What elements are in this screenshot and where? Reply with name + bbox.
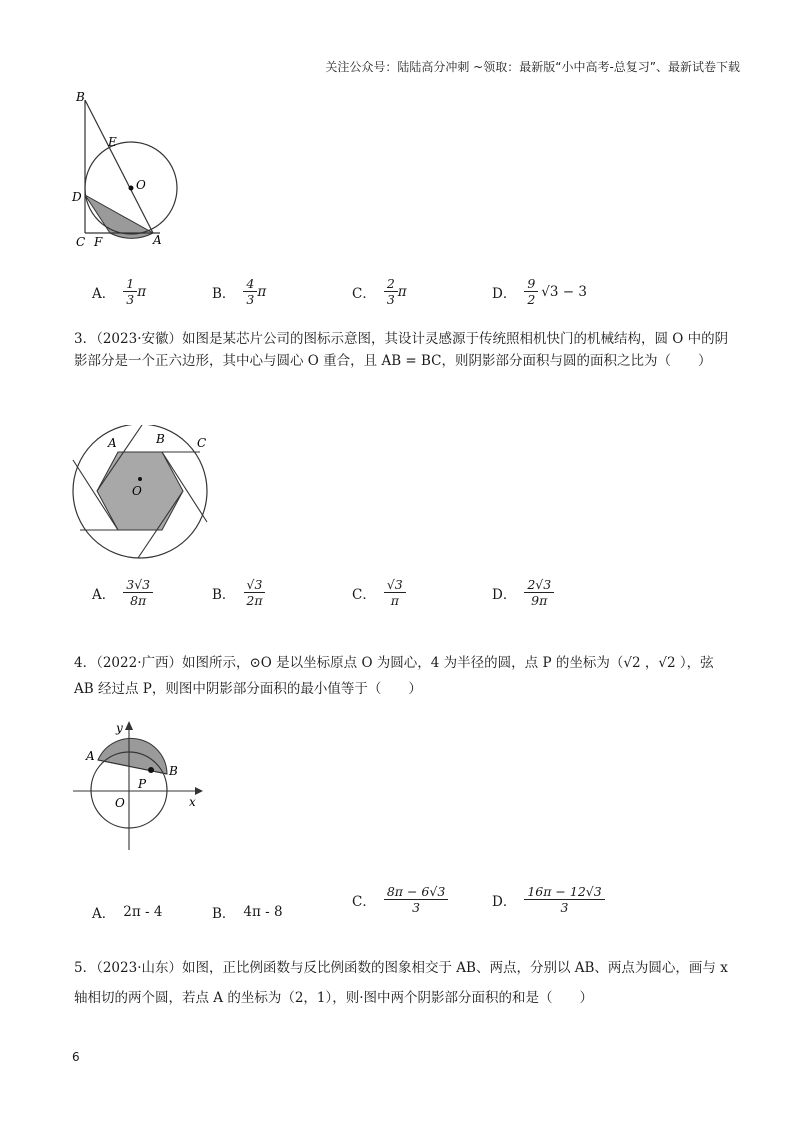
q4-figure [70,718,210,858]
q5-question-text: 5．（2023·山东）如图，正比例函数与反比例函数的图象相交于 AB、两点，分别以 AB、两点为圆心，画与 x 轴相切的两个圆，若点 A 的坐标为（2，1），则·图中两个阴影部分面积的和是（ ） [74,960,728,1006]
q3-label-b: B [156,432,165,446]
q2-label-a: A [153,233,162,247]
q4-option-b[interactable]: B． 4π - 8 [212,904,283,922]
q3-label-o: O [132,484,142,498]
q4-point-p [148,767,154,773]
q4-label-o: O [115,796,125,810]
q3-option-c[interactable]: C． $\frac{√3}{\pi}$ [352,577,406,608]
q3-option-a[interactable]: A． $\frac{3√3}{8\pi}$ [92,577,153,608]
q2-label-o: O [136,178,146,192]
q4-y-arrow [125,721,133,730]
q4-label-y: y [116,721,123,735]
q3-center-dot [138,477,142,481]
q2-label-c: C [76,235,86,249]
q2-label-b: B [76,90,85,104]
q2-option-d[interactable]: D． $\frac{9}{2}$ √3 − 3 [492,276,587,307]
q2-label-d: D [72,190,82,204]
page-number: 6 [72,1050,80,1064]
q4-x-arrow [195,787,203,795]
q3-question-text: 3．（2023·安徽）如图是某芯片公司的图标示意图，其设计灵感源于传统照相机快门的机械结构，圆 O 中的阴影部分是一个正六边形，其中心与圆心 O 重合，且 AB = BC，则阴影部分面积与圆的面积之比为（ ） [74,331,729,369]
q4-option-d[interactable]: D． $\frac{16\pi - 12√3}{3}$ [492,884,605,915]
page-header: 关注公众号：陆陆高分冲刺 ~领取：最新版“小中高考-总复习”、最新试卷下载 [325,60,740,74]
q2-figure [70,88,190,253]
q2-center-dot [129,186,134,191]
q2-label-e: E [108,135,117,149]
q3-figure [70,425,220,560]
q3-label-c: C [197,436,207,450]
q3-option-b[interactable]: B． $\frac{√3}{2\pi}$ [212,577,266,608]
q2-line-ba [85,100,153,233]
q3-option-d[interactable]: D． $\frac{2√3}{9\pi}$ [492,577,554,608]
q2-option-a[interactable]: A． $\frac{1}{3}$ π [92,276,147,307]
q4-label-p: P [138,777,147,791]
q2-option-b[interactable]: B． $\frac{4}{3}$ π [212,276,267,307]
q2-option-c[interactable]: C． $\frac{2}{3}$ π [352,276,407,307]
q2-label-f: F [94,235,103,249]
q4-option-a[interactable]: A． 2π - 4 [92,904,163,922]
q4-option-c[interactable]: C． $\frac{8\pi - 6√3}{3}$ [352,884,448,915]
q4-label-a: A [86,749,95,763]
q4-label-x: x [189,795,196,809]
q4-label-b: B [169,764,178,778]
q4-shaded-segment [98,738,167,774]
q3-label-a: A [108,436,117,450]
q4-question-text: 4．（2022·广西）如图所示，⊙O 是以坐标原点 O 为圆心，4 为半径的圆，点 P 的坐标为（√2 ，√2 ），弦 AB 经过点 P，则图中阴影部分面积的最小值等于（ ） [74,655,714,697]
